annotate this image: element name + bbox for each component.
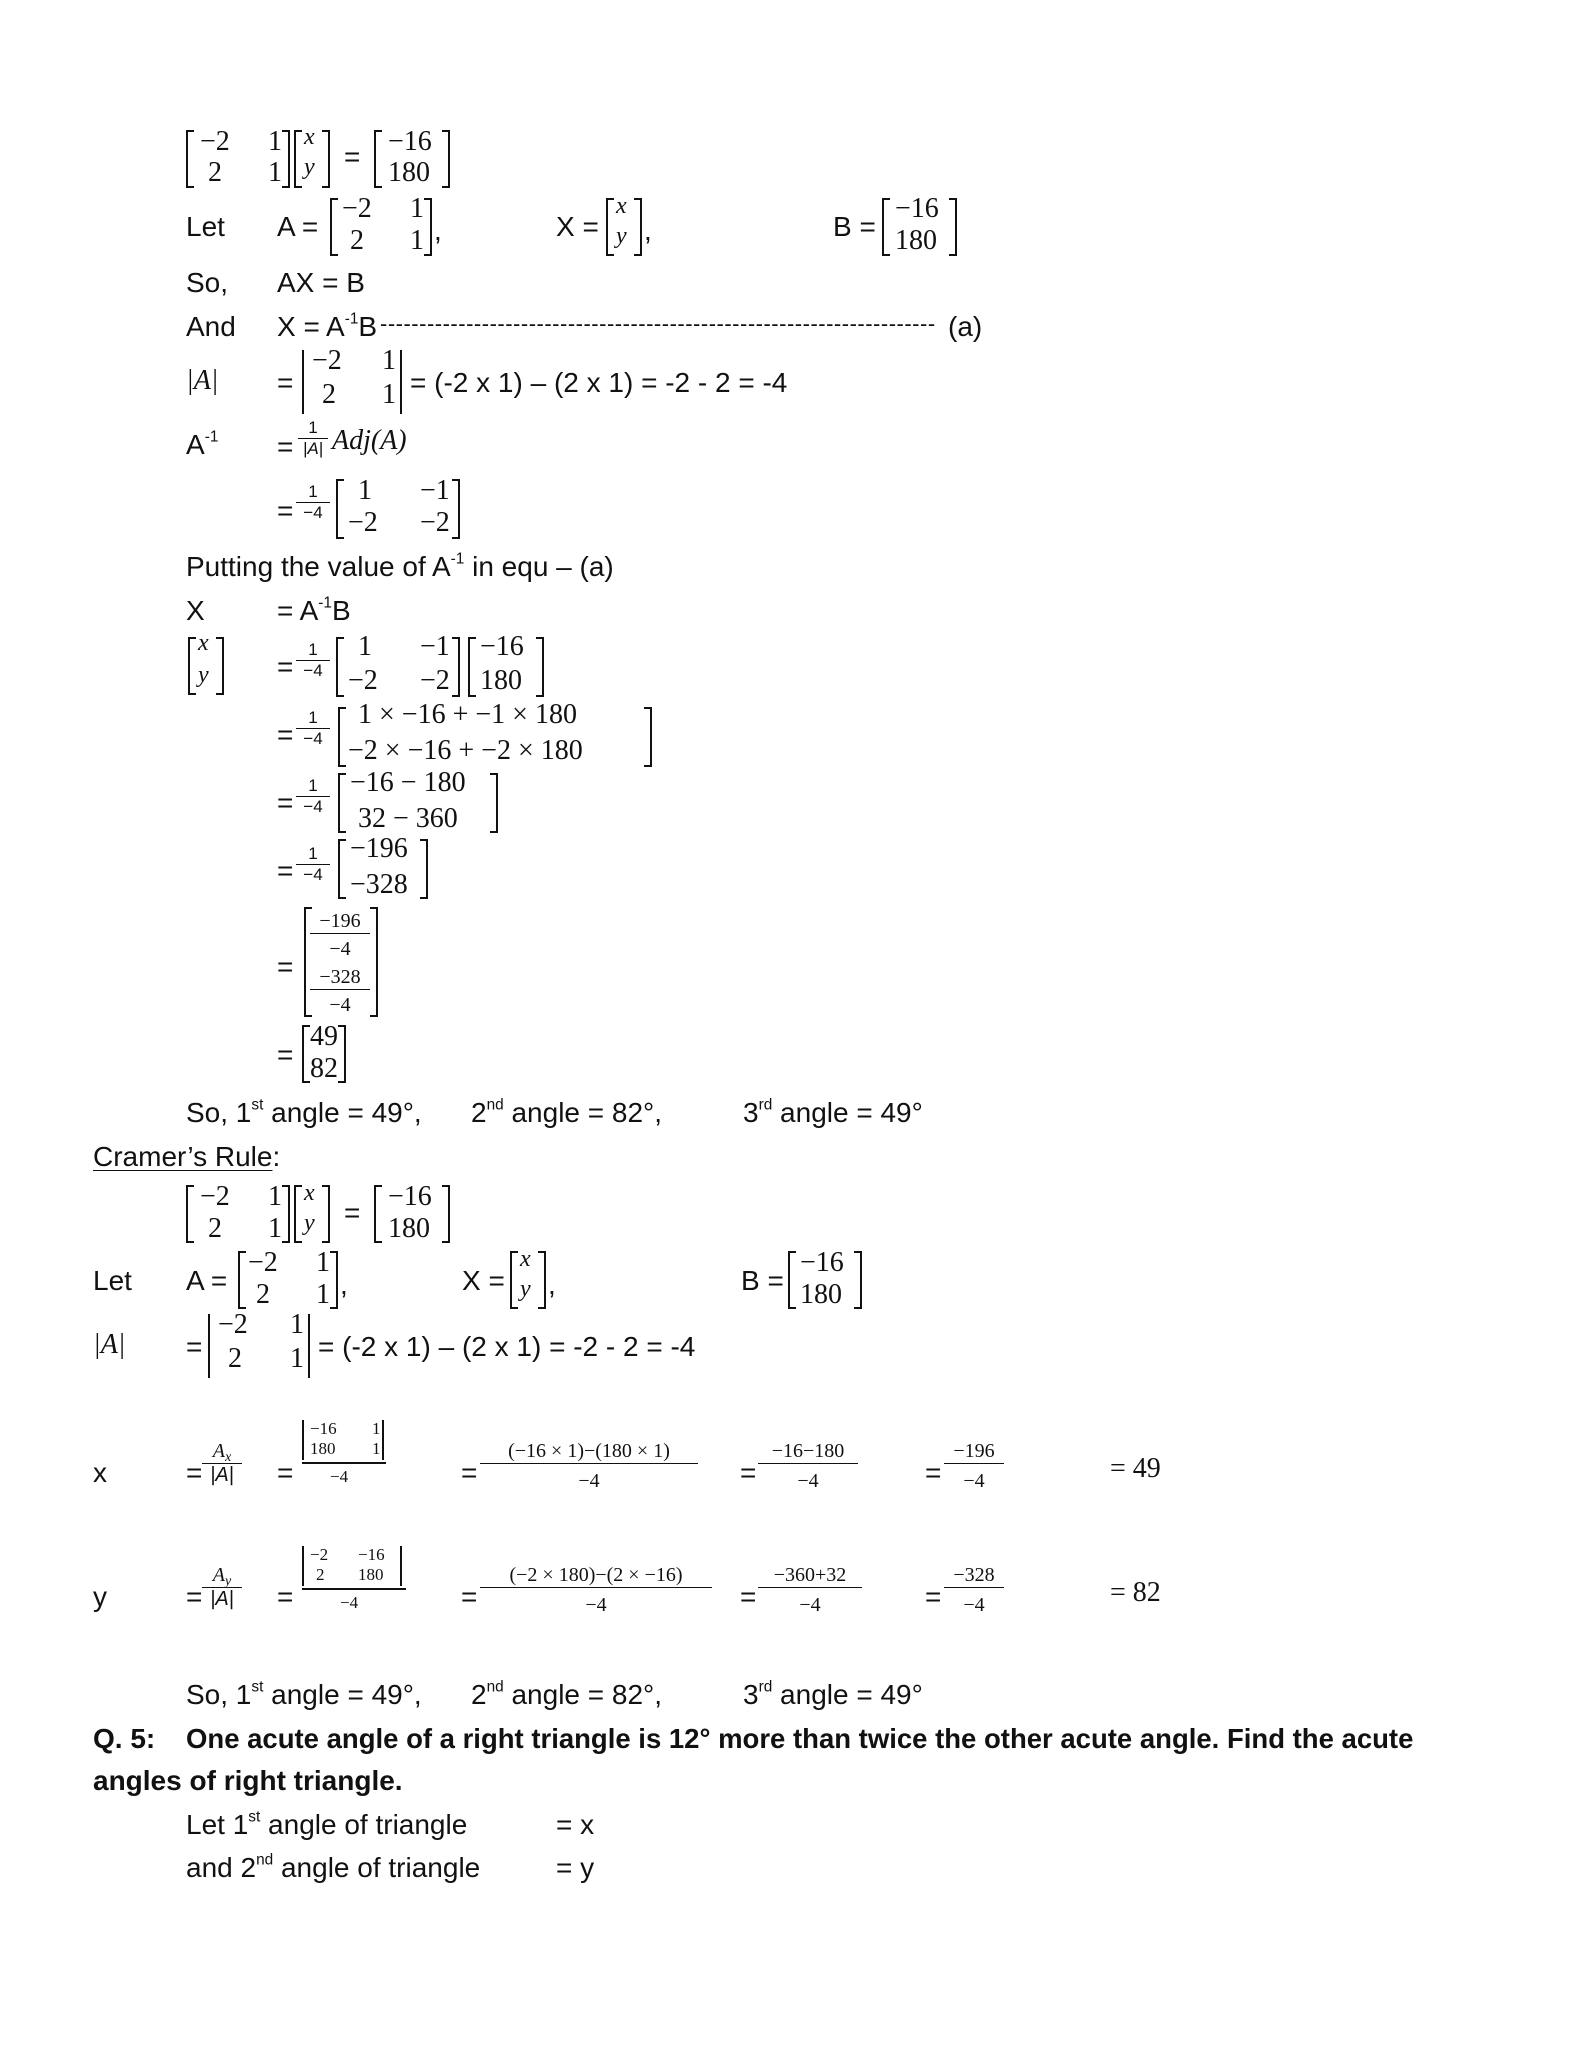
cramers-rule-heading: Cramer’s Rule: [93,1141,281,1172]
cramer-dx-fraction: −16 1 180 1 −4 [302,1420,386,1500]
cramer-dy-fraction: −2 −16 2 180 −4 [302,1546,406,1626]
question-label: Q. 5: [93,1723,156,1754]
ax-equals-b: AX = B [277,267,365,298]
so-label: So, [186,267,229,298]
dash-line: ----------------------------------------------------------------------- [380,311,936,336]
x-rhs: = $A^{-1}B$ [277,594,351,626]
putting-line: Putting the value of $A^{-1}$ in equ – (a) [186,550,614,582]
x-label: X [186,595,205,626]
question-text-line1: One acute angle of a right triangle is 12° more than twice the other acute angle. Find the acute [186,1723,1414,1754]
question-text-line2: angles of right triangle. [93,1765,403,1796]
equation-ref-a: (a) [948,311,983,342]
and-label: And [186,311,236,342]
x-equals-ainv-b: $X = A^{-1}B$ [277,310,378,342]
